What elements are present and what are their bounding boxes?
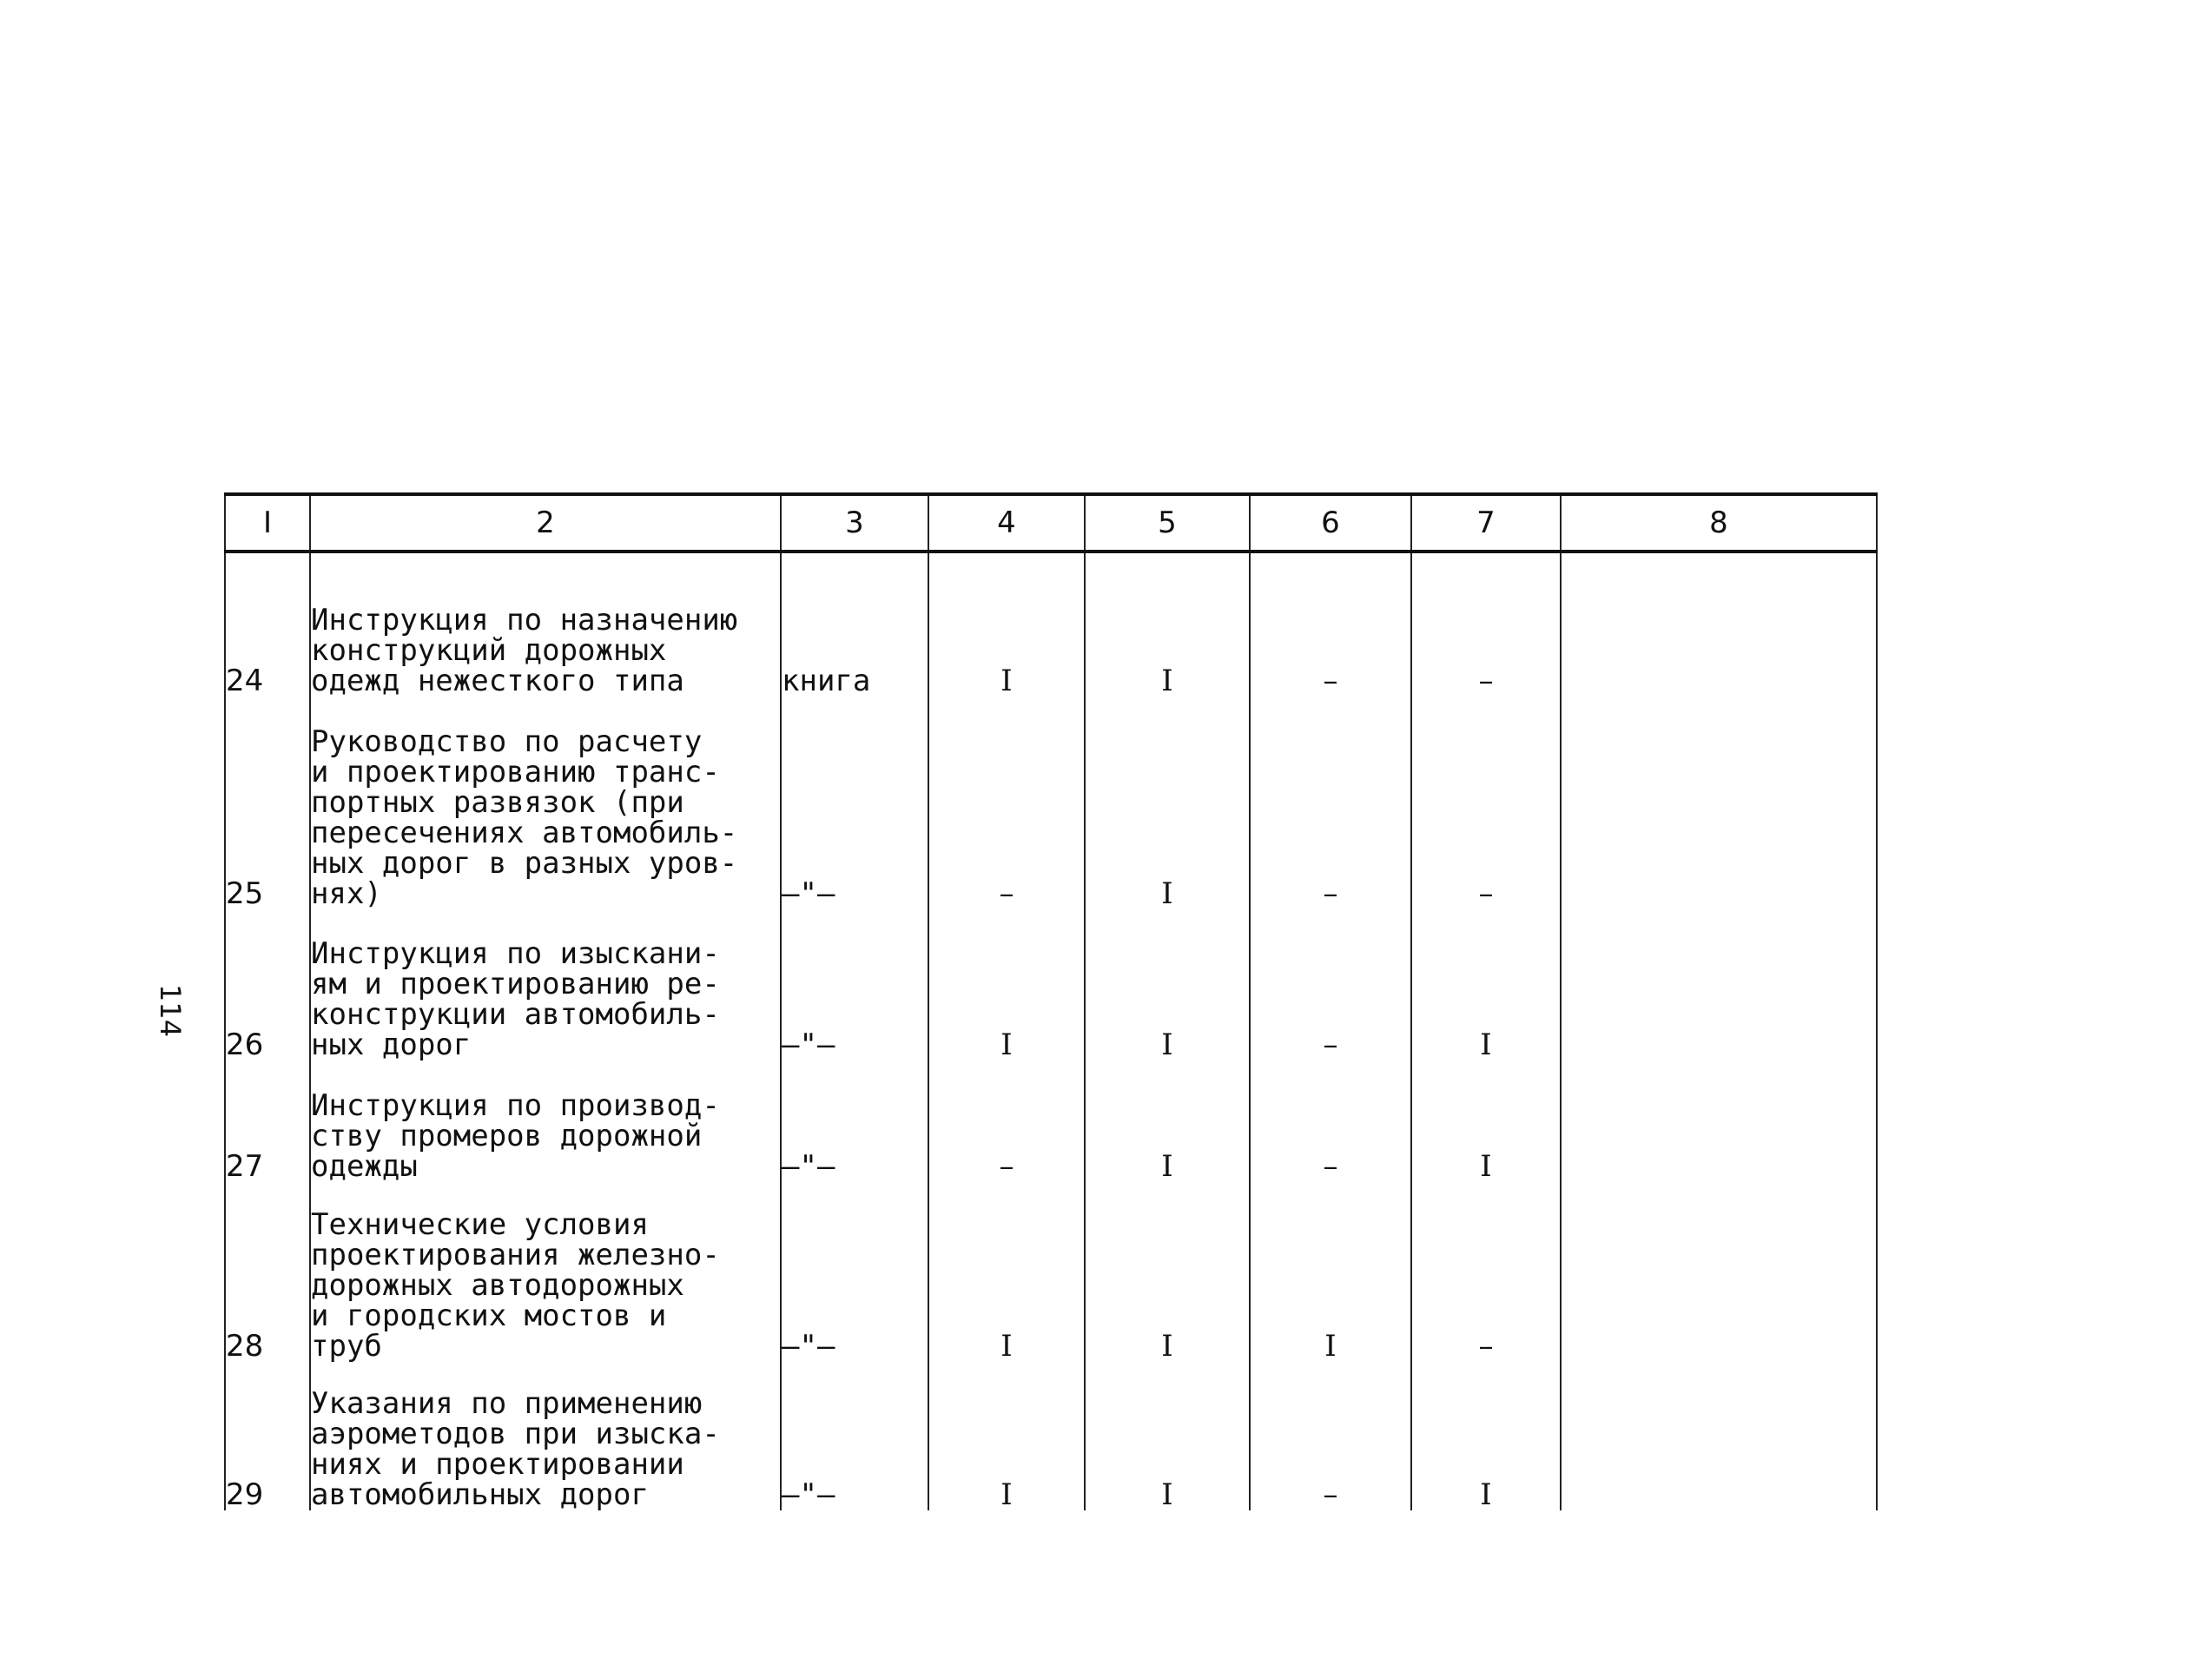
table-row	[225, 1182, 1877, 1362]
column-header-7: 7	[1411, 494, 1561, 552]
cell-col4: –	[928, 697, 1085, 909]
unit-cell: –"–	[781, 1182, 928, 1362]
cell-col5: I	[1085, 697, 1250, 909]
table-row	[225, 1362, 1877, 1510]
document-title: Технические условия проектирования железно- дорожных автодорожных и городских мостов и труб	[310, 1182, 781, 1362]
cell-col4: –	[928, 1060, 1085, 1182]
column-header-1: I	[225, 494, 310, 552]
unit-cell: –"–	[781, 697, 928, 909]
cell-col7: I	[1411, 1362, 1561, 1510]
cell-col6: –	[1250, 552, 1411, 697]
cell-col6: –	[1250, 697, 1411, 909]
cell-col5: I	[1085, 1362, 1250, 1510]
cell-col5: I	[1085, 552, 1250, 697]
document-title: Указания по применению аэрометодов при изыска- ниях и проектировании автомобильных дорог	[310, 1362, 781, 1510]
cell-col4: I	[928, 909, 1085, 1060]
row-number: 29	[225, 1362, 310, 1510]
cell-col7: –	[1411, 697, 1561, 909]
unit-cell: –"–	[781, 1060, 928, 1182]
cell-col7: –	[1411, 1182, 1561, 1362]
table-row	[225, 909, 1877, 1060]
row-number: 28	[225, 1182, 310, 1362]
cell-col4: I	[928, 1362, 1085, 1510]
row-number: 25	[225, 697, 310, 909]
cell-col6: I	[1250, 1182, 1411, 1362]
column-header-5: 5	[1085, 494, 1250, 552]
document-title: Инструкция по производ- ству промеров дорожной одежды	[310, 1060, 781, 1182]
cell-col7: –	[1411, 552, 1561, 697]
column-header-4: 4	[928, 494, 1085, 552]
row-number: 27	[225, 1060, 310, 1182]
cell-col8	[1561, 1182, 1877, 1362]
unit-cell: –"–	[781, 909, 928, 1060]
cell-col8	[1561, 697, 1877, 909]
header-row	[225, 494, 1877, 552]
document-title: Руководство по расчету и проектированию транс- портных развязок (при пересечениях автомобиль- ных дорог в разных уров- нях)	[310, 697, 781, 909]
cell-col5: I	[1085, 909, 1250, 1060]
cell-col8	[1561, 909, 1877, 1060]
cell-col6: –	[1250, 1362, 1411, 1510]
cell-col7: I	[1411, 909, 1561, 1060]
cell-col6: –	[1250, 909, 1411, 1060]
column-header-6: 6	[1250, 494, 1411, 552]
cell-col8	[1561, 1060, 1877, 1182]
document-title: Инструкция по изыскани- ям и проектированию ре- конструкции автомобиль- ных дорог	[310, 909, 781, 1060]
row-number: 24	[225, 552, 310, 697]
column-header-3: 3	[781, 494, 928, 552]
unit-cell: книга	[781, 552, 928, 697]
unit-cell: –"–	[781, 1362, 928, 1510]
document-title: Инструкция по назначению конструкций дорожных одежд нежесткого типа	[310, 552, 781, 697]
cell-col4: I	[928, 1182, 1085, 1362]
cell-col4: I	[928, 552, 1085, 697]
row-number: 26	[225, 909, 310, 1060]
column-header-8: 8	[1561, 494, 1877, 552]
document-table	[224, 492, 1878, 1510]
column-header-2: 2	[310, 494, 781, 552]
table-row	[225, 552, 1877, 697]
table-row	[225, 697, 1877, 909]
cell-col8	[1561, 1362, 1877, 1510]
page-number: 114	[154, 984, 187, 1038]
cell-col7: I	[1411, 1060, 1561, 1182]
table-row	[225, 1060, 1877, 1182]
cell-col8	[1561, 552, 1877, 697]
cell-col5: I	[1085, 1060, 1250, 1182]
cell-col6: –	[1250, 1060, 1411, 1182]
cell-col5: I	[1085, 1182, 1250, 1362]
